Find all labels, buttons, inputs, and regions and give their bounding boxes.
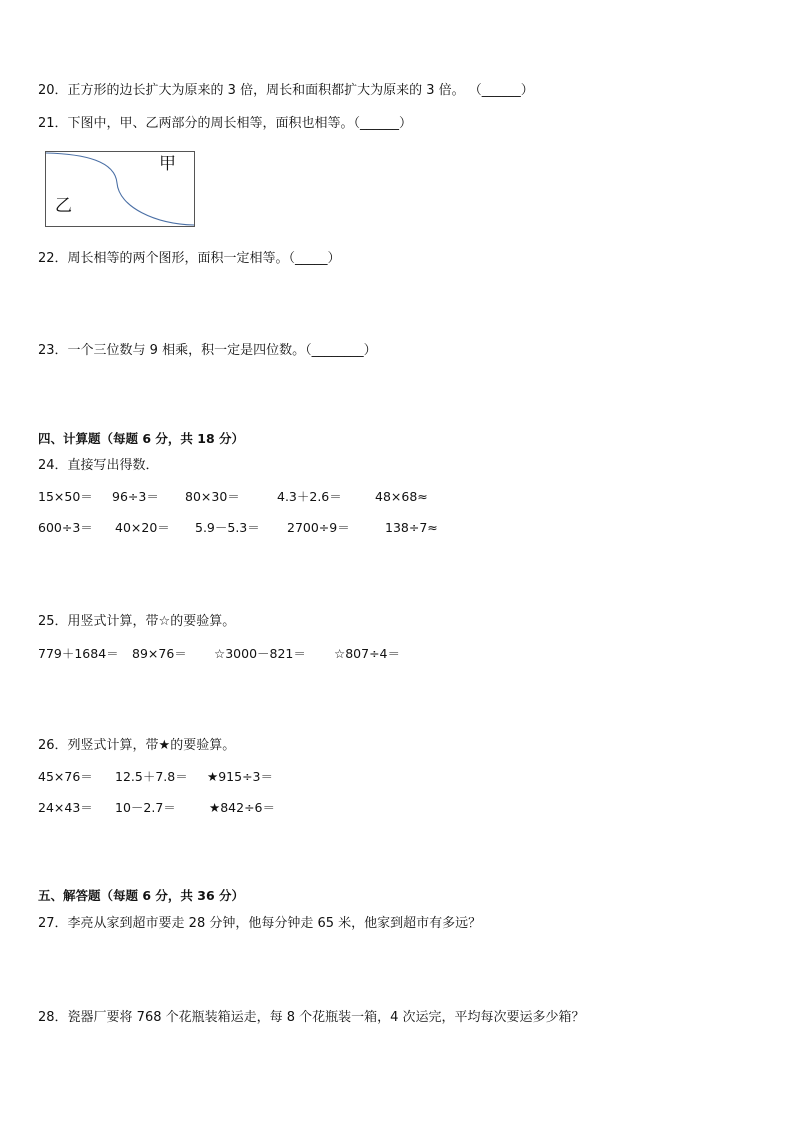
q25-item: 89×76＝ — [132, 646, 187, 661]
question-28: 28．瓷器厂要将 768 个花瓶装箱运走，每 8 个花瓶装一箱，4 次运完，平均每次要运多少箱？ — [38, 1010, 585, 1025]
question-20: 20．正方形的边长扩大为原来的 3 倍，周长和面积都扩大为原来的 3 倍。 （______） — [38, 83, 534, 98]
question-22: 22．周长相等的两个图形，面积一定相等。（_____） — [38, 251, 341, 266]
q24-item: 2700÷9＝ — [287, 520, 350, 535]
question-21: 21．下图中，甲、乙两部分的周长相等，面积也相等。（______） — [38, 116, 413, 131]
q24-item: 48×68≈ — [375, 489, 428, 504]
q24-item: 96÷3＝ — [112, 489, 159, 504]
q26-item: 10－2.7＝ — [115, 800, 176, 815]
q24-item: 15×50＝ — [38, 489, 93, 504]
question-26: 26．列竖式计算，带★的要验算。 — [38, 738, 236, 753]
question-25: 25．用竖式计算，带☆的要验算。 — [38, 614, 236, 629]
question-24: 24．直接写出得数． — [38, 458, 159, 473]
q24-item: 40×20＝ — [115, 520, 170, 535]
q24-row-2 — [38, 520, 758, 536]
q26-item: 45×76＝ — [38, 769, 93, 784]
q24-item: 5.9－5.3＝ — [195, 520, 260, 535]
q25-item: ☆3000－821＝ — [214, 646, 306, 661]
q26-item: 24×43＝ — [38, 800, 93, 815]
question-23: 23．一个三位数与 9 相乘，积一定是四位数。（________） — [38, 343, 377, 358]
label-yi: 乙 — [55, 196, 72, 216]
question-27: 27．李亮从家到超市要走 28 分钟，他每分钟走 65 米，他家到超市有多远？ — [38, 916, 482, 931]
q25-item: 779＋1684＝ — [38, 646, 119, 661]
q24-row-1 — [38, 489, 758, 505]
q26-item: ★842÷6＝ — [209, 800, 275, 815]
q24-item: 80×30＝ — [185, 489, 240, 504]
q26-row-2 — [38, 800, 758, 816]
section-5-heading: 五、解答题（每题 6 分，共 36 分） — [38, 888, 245, 903]
q24-item: 4.3＋2.6＝ — [277, 489, 342, 504]
q26-item: 12.5＋7.8＝ — [115, 769, 188, 784]
label-jia: 甲 — [159, 154, 176, 174]
q25-row — [38, 646, 758, 662]
q24-item: 600÷3＝ — [38, 520, 93, 535]
section-4-heading: 四、计算题（每题 6 分，共 18 分） — [38, 431, 245, 446]
q25-item: ☆807÷4＝ — [334, 646, 400, 661]
q26-item: ★915÷3＝ — [207, 769, 273, 784]
q21-figure — [45, 151, 195, 227]
q26-row-1 — [38, 769, 758, 785]
q24-item: 138÷7≈ — [385, 520, 438, 535]
